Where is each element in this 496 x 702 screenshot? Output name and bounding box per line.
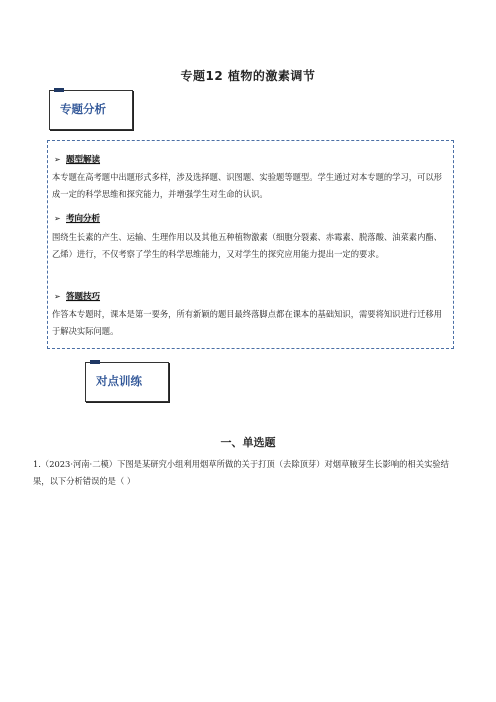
section-heading: ➢ 考向分析 xyxy=(54,214,101,224)
section-text: 作答本专题时，课本是第一要务，所有新颖的题目最终落脚点都在课本的基础知识，需要将知识进行迁移用于解决实际问题。 xyxy=(52,309,442,336)
training-tag xyxy=(85,362,169,402)
arrow-bullet-icon: ➢ xyxy=(54,155,61,164)
arrow-bullet-icon: ➢ xyxy=(54,214,61,223)
section-heading: ➢ 答题技巧 xyxy=(54,292,101,302)
analysis-tag-label: 专题分析 xyxy=(60,102,106,116)
section-heading: ➢ 题型解读 xyxy=(54,155,101,165)
section-title: 一、单选题 xyxy=(220,436,276,449)
page-title: 专题12 植物的激素调节 xyxy=(180,69,316,83)
training-tag-label: 对点训练 xyxy=(96,374,142,388)
question-text: 1.（2023·河南·二模）下图是某研究小组利用烟草所做的关于打顶（去除顶芽）对烟草腋芽生长影响的相关实验结果，以下分析错误的是（ ） xyxy=(33,459,449,486)
arrow-bullet-icon: ➢ xyxy=(54,292,61,301)
tag-tab-marker xyxy=(54,88,64,92)
tag-tab-marker xyxy=(90,360,100,364)
analysis-tag xyxy=(49,90,133,130)
section-text: 本专题在高考题中出题形式多样，涉及选择题、识图题、实验题等题型。学生通过对本专题的学习，可以形成一定的科学思维和探究能力，并增强学生对生命的认识。 xyxy=(52,172,442,199)
section-text: 围绕生长素的产生、运输、生理作用以及其他五种植物激素（细胞分裂素、赤霉素、脱落酸、油菜素内酯、乙烯）进行，不仅考察了学生的科学思维能力，又对学生的探究应用能力提出一定的要求。 xyxy=(52,232,442,259)
